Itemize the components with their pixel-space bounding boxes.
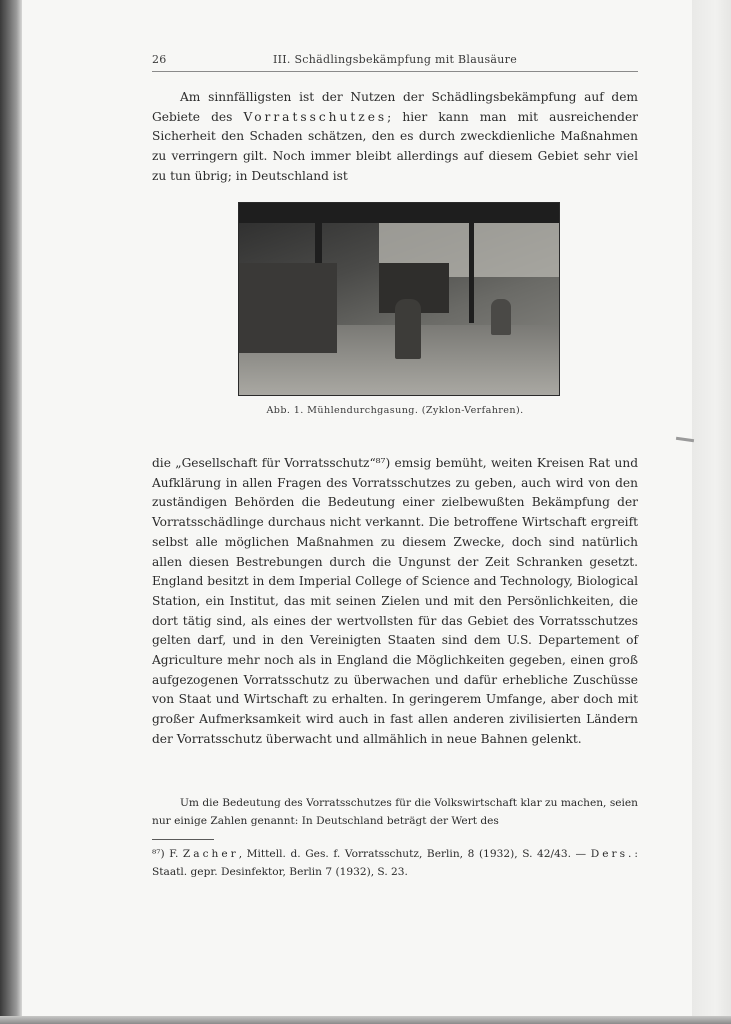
figure-machinery bbox=[239, 263, 337, 353]
page-bottom-edge bbox=[0, 1016, 731, 1024]
figure-caption: Abb. 1. Mühlendurchgasung. (Zyklon-Verfahren). bbox=[266, 405, 524, 416]
paragraph-3 bbox=[152, 795, 638, 830]
paragraph-2-text: die „Gesellschaft für Vorratsschutz“⁸⁷) emsig bemüht, weiten Kreisen Rat und Aufklärung in allen Fragen des Vorratsschutzes zu geben, auch wird von den zuständigen Behörden die Bedeutung einer zielbewußten Bekämpfung der Vorratsschädlinge durchaus nicht verkannt. Die betroffene Wirtschaft ergreift selbst alle möglichen Maßnahmen zu diesem Zwecke, doch sind natürlich allen diesen Bestrebungen durch die Ungunst der Zeit Schranken gesetzt. England besitzt in dem Imperial College of Science and Technology, Biological Station, ein Institut, das mit seinen Zielen und mit den Persönlichkeiten, die dort tätig sind, als eines der wertvollsten für das Gebiet des Vorratsschutzes gelten darf, und in den Vereinigten Staaten sind dem U.S. Departement of Agriculture mehr noch als in England die Möglichkeiten gegeben, einen groß aufgezogenen Vorratsschutz zu überwachen und dafür erhebliche Zuschüsse von Staat und Wirtschaft zu erhalten. In geringerem Umfange, aber doch mit großer Aufmerksamkeit wird auch in fast allen anderen zivilisierten Ländern der Vorratsschutz überwacht und allmählich in neue Bahnen gelenkt. bbox=[152, 456, 638, 746]
figure-beam bbox=[239, 203, 559, 223]
paragraph-2 bbox=[152, 454, 638, 750]
book-spine bbox=[0, 0, 22, 1024]
footnote-rule bbox=[152, 839, 214, 840]
running-title: III. Schädlingsbekämpfung mit Blausäure bbox=[272, 53, 518, 66]
paragraph-3-text: Um die Bedeutung des Vorratsschutzes für die Volkswirtschaft klar zu machen, seien nur einige Zahlen genannt: In Deutschland beträgt der Wert des bbox=[152, 797, 638, 827]
figure-figure bbox=[395, 299, 421, 359]
paragraph-1-spaced-term: Vorratsschutzes bbox=[243, 109, 388, 124]
footnote-reference-2: : Staatl. gepr. Desinfektor, Berlin 7 (1932), S. 23. bbox=[152, 848, 638, 878]
paragraph-1-text-b: ; hier kann man mit ausreichender Sicherheit den Schaden schätzen, den es durch zweckdienliche Maßnahmen zu verringern gilt. Noch immer bleibt allerdings auf diesem Gebiet sehr viel zu tun übrig; in Deutschland ist bbox=[152, 109, 638, 183]
figure-beam bbox=[469, 213, 474, 323]
paragraph-1-text-a: Am sinnfälligsten ist der Nutzen der Schädlingsbekämpfung auf dem Gebiete des bbox=[152, 90, 638, 124]
paragraph-1 bbox=[152, 88, 638, 187]
running-header bbox=[152, 53, 638, 72]
figure-photo bbox=[238, 202, 560, 396]
page-number: 26 bbox=[152, 53, 167, 66]
footnote-author-2: Ders. bbox=[590, 848, 635, 860]
page-edge bbox=[692, 0, 731, 1024]
footnote bbox=[152, 845, 638, 881]
footnote-author-1: Zacher bbox=[182, 848, 239, 860]
figure-figure bbox=[491, 299, 511, 335]
footnote-marker: ⁸⁷) F. bbox=[152, 848, 183, 860]
footnote-reference-1: , Mittell. d. Ges. f. Vorratsschutz, Berlin, 8 (1932), S. 42/43. — bbox=[238, 848, 591, 860]
